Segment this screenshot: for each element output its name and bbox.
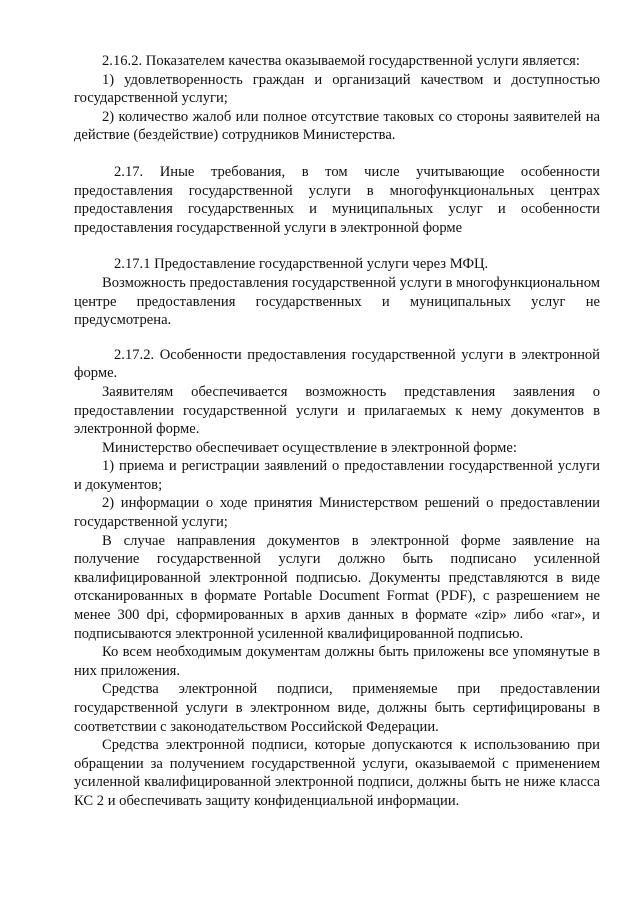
spacer <box>74 237 600 255</box>
signature-certification-paragraph: Средства электронной подписи, применяемые при предоставлении государственной услуги в электронном виде, должны быть сертифицированы в соответствии с законодательством Российской Федерации. <box>74 681 600 735</box>
document-page <box>74 52 600 811</box>
electronic-submission-paragraph: В случае направления документов в электронной форме заявление на получение государственной услуги должно быть подписано усиленной квалифицированной электронной подписью. Документы представляются в виде отсканированных в формате Portable Document Format (PDF), с разрешением не менее 300 dpi, сформированных в архив данных в формате «zip» либо «rar», и подписываются электронной усиленной квалифицированной подписью. <box>74 532 600 642</box>
list-item-reception: 1) приема и регистрации заявлений о предоставлении государственной услуги и документов; <box>74 458 600 493</box>
ministry-provides-paragraph: Министерство обеспечивает осуществление в электронной форме: <box>102 439 517 456</box>
clause-2-17-2-heading: 2.17.2. Особенности предоставления государственной услуги в электронной форме. <box>74 346 600 382</box>
signature-class-paragraph: Средства электронной подписи, которые допускаются к использованию при обращении за получением государственной услуги, оказываемой с применением усиленной квалифицированной электронной подписи, должны быть не ниже класса КС 2 и обеспечивать защиту конфиденциальной информации. <box>74 737 600 809</box>
applicants-paragraph: Заявителям обеспечивается возможность представления заявления о предоставлении государственной услуги и прилагаемых к нему документов в электронной форме. <box>74 383 600 438</box>
list-item-information: 2) информации о ходе принятия Министерством решений о предоставлении государственной услуги; <box>74 495 600 531</box>
attachments-paragraph: Ко всем необходимым документам должны быть приложены все упомянутые в них приложения. <box>74 644 600 679</box>
spacer <box>74 330 600 346</box>
spacer <box>74 145 600 163</box>
clause-2-17-heading: 2.17. Иные требования, в том числе учитывающие особенности предоставления государственной услуги в многофункциональных центрах предоставления государственных и муниципальных услуг и особенности предоставления государственной услуги в электронной форме <box>74 163 600 236</box>
clause-2-17-1-heading: 2.17.1 Предоставление государственной услуги через МФЦ. <box>114 256 489 273</box>
list-item-complaints: 2) количество жалоб или полное отсутствие таковых со стороны заявителей на действие (бездействие) сотрудников Министерства. <box>74 108 600 144</box>
mfc-paragraph: Возможность предоставления государственной услуги в многофункциональном центре предоставления государственных и муниципальных услуг не предусмотрена. <box>74 274 600 329</box>
list-item-satisfaction: 1) удовлетворенность граждан и организаций качеством и доступностью государственной услуги; <box>74 71 600 107</box>
clause-2-16-2: 2.16.2. Показателем качества оказываемой государственной услуги является: <box>102 53 580 69</box>
